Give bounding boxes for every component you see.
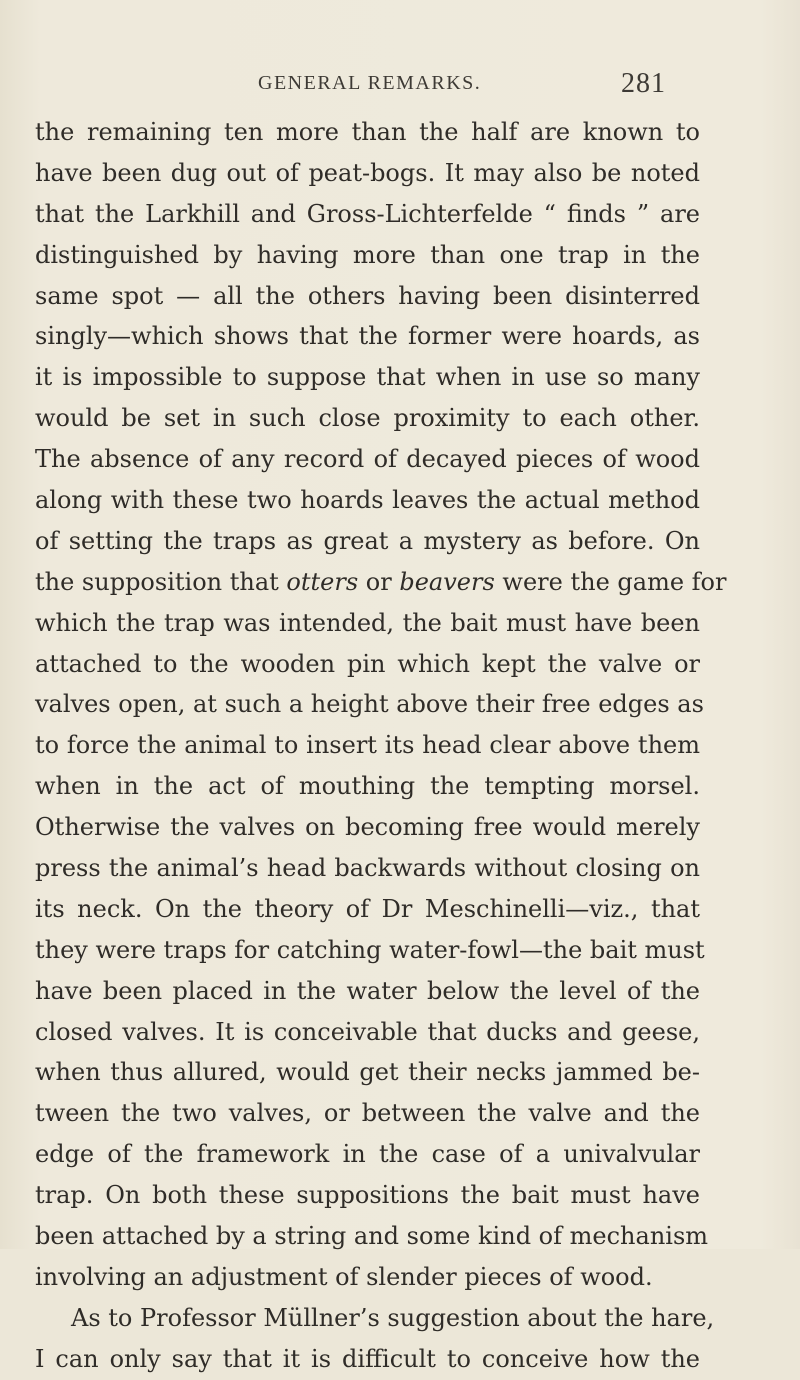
text-line: closed valves. It is conceivable that ducks and geese, [35,1017,700,1046]
text-line: been attached by a string and some kind of mechanism [35,1222,709,1251]
text-line: have been placed in the water below the level of the [35,976,700,1005]
text-line: trap. On both these suppositions the bait must have [35,1181,700,1210]
text-line: they were traps for catching water-fowl—the bait must [35,935,705,964]
running-head-title: GENERAL REMARKS. [258,72,482,94]
text-run: were the game for [494,567,727,596]
text-line: As to Professor Müllner’s suggestion about the hare, [71,1303,715,1332]
text-line: to force the animal to insert its head clear above them [35,731,700,760]
italic-term-beavers: beavers [399,567,495,596]
page-number: 281 [621,68,666,99]
text-run: the supposition that [35,567,287,596]
text-line: I can only say that it is difficult to conceive how the [35,1344,700,1373]
text-line: which the trap was intended, the bait must have been [35,608,700,637]
text-line: it is impossible to suppose that when in use so many [35,363,700,392]
text-line: of setting the traps as great a mystery as before. On [35,526,700,555]
text-line: distinguished by having more than one trap in the [35,240,700,269]
text-line: when thus allured, would get their necks jammed be- [35,1058,700,1087]
text-line: along with these two hoards leaves the actual method [35,486,700,515]
text-line: same spot — all the others having been disinterred [35,281,700,310]
text-line: tween the two valves, or between the valve and the [35,1099,700,1128]
body-text [35,112,727,1380]
text-run: or [358,567,400,596]
italic-term-otters: otters [286,567,359,596]
text-line: its neck. On the theory of Dr Meschinelli—viz., that [35,894,700,923]
running-head [0,64,800,104]
text-line: when in the act of mouthing the tempting morsel. [35,772,700,801]
text-line: press the animal’s head backwards without closing on [35,854,700,883]
text-line: have been dug out of peat-bogs. It may also be noted [35,158,700,187]
text-line: valves open, at such a height above their free edges as [35,690,704,719]
text-line: Otherwise the valves on becoming free would merely [35,813,700,842]
text-line: The absence of any record of decayed pieces of wood [35,445,700,474]
text-line: that the Larkhill and Gross-Lichterfelde “ finds ” are [35,199,700,228]
text-line: would be set in such close proximity to each other. [35,404,700,433]
text-line: involving an adjustment of slender pieces of wood. [35,1262,653,1291]
text-line: attached to the wooden pin which kept the valve or [35,649,700,678]
text-line-with-italics [35,562,727,603]
text-line: singly—which shows that the former were hoards, as [35,322,700,351]
text-line: edge of the framework in the case of a univalvular [35,1140,700,1169]
text-line: the remaining ten more than the half are known to [35,118,700,146]
